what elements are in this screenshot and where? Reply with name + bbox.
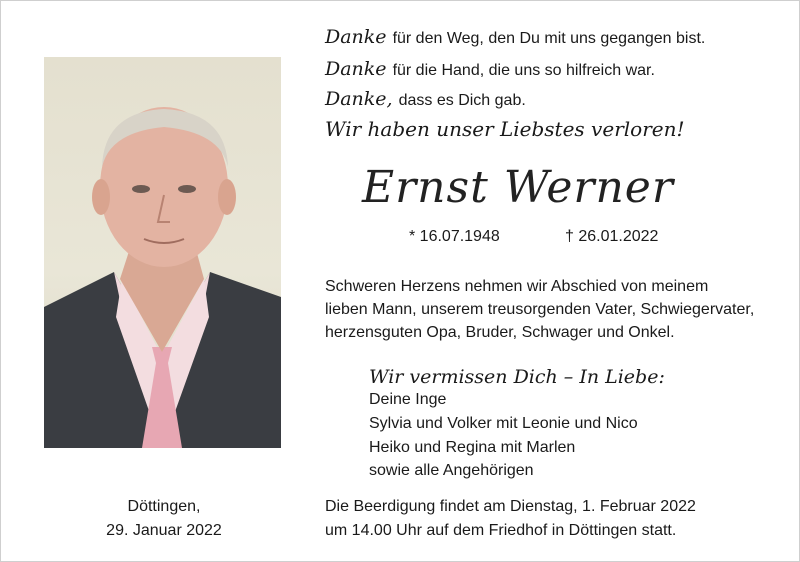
message-line-1: Schweren Herzens nehmen wir Abschied von meinem	[325, 278, 709, 295]
thanks-line-3: Danke, dass es Dich gab.	[325, 88, 526, 110]
funeral-line-1: Die Beerdigung findet am Dienstag, 1. Februar 2022	[325, 498, 696, 515]
thanks-line-1: Danke für den Weg, den Du mit uns gegangen bist.	[325, 26, 706, 48]
miss-line: Wir vermissen Dich – In Liebe:	[369, 366, 665, 388]
message-line-3: herzensguten Opa, Bruder, Schwager und Onkel.	[325, 324, 675, 341]
lost-line: Wir haben unser Liebstes verloren!	[325, 117, 685, 141]
funeral-line-2: um 14.00 Uhr auf dem Friedhof in Döttingen statt.	[325, 522, 677, 539]
place: Döttingen,	[127, 498, 201, 515]
thanks-line-2: Danke für die Hand, die uns so hilfreich war.	[325, 58, 655, 80]
deceased-name: Ernst Werner	[362, 162, 674, 213]
place-date: 29. Januar 2022	[106, 522, 222, 539]
message-line-2: lieben Mann, unserem treusorgenden Vater, Schwiegervater,	[325, 301, 755, 318]
birth-date: * 16.07.1948	[409, 228, 500, 245]
death-date: † 26.01.2022	[565, 228, 659, 245]
portrait-photo	[44, 57, 281, 448]
signatory-4: sowie alle Angehörigen	[369, 462, 534, 479]
signatory-3: Heiko und Regina mit Marlen	[369, 439, 576, 456]
signatory-1: Deine Inge	[369, 391, 447, 408]
signatory-2: Sylvia und Volker mit Leonie und Nico	[369, 415, 638, 432]
